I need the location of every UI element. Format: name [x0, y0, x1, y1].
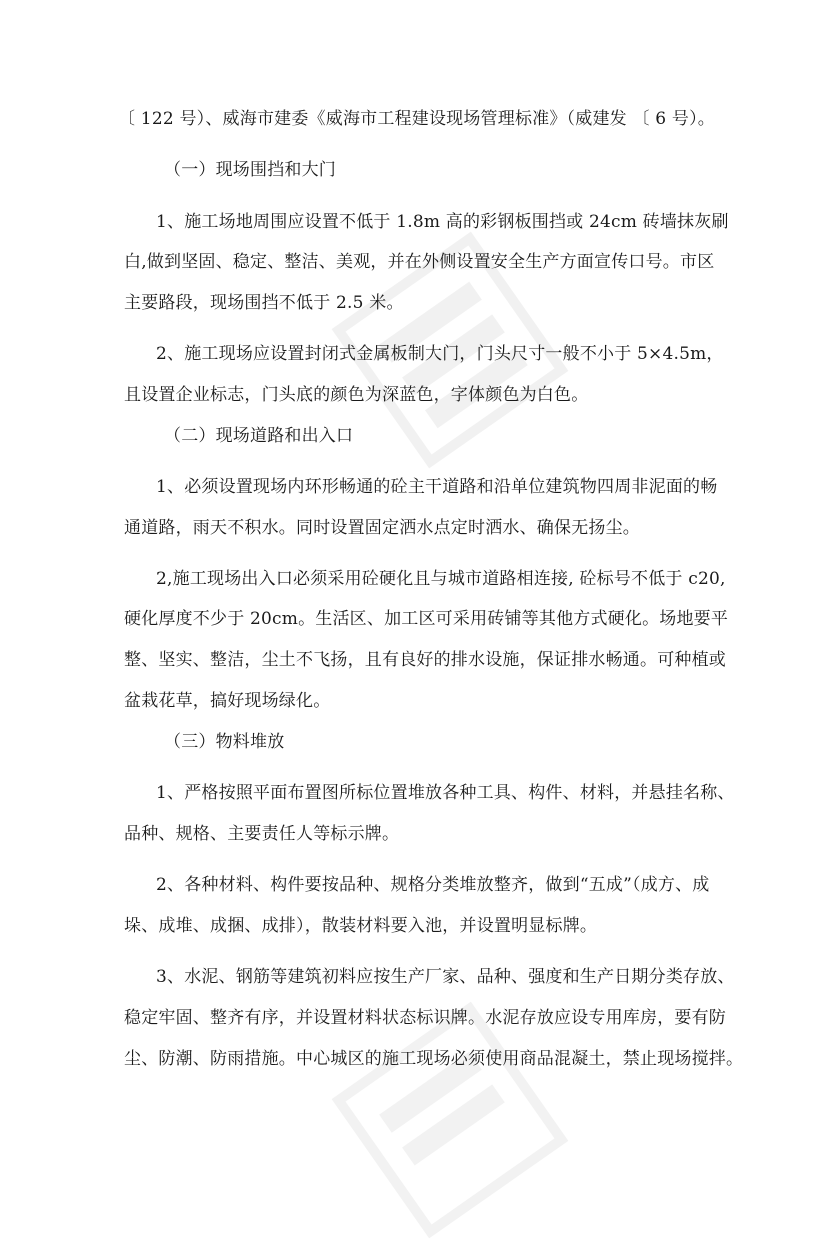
section-heading-material-stacking: （三）物料堆放: [164, 732, 285, 752]
paragraph-line: 硬化厚度不少于 20cm。生活区、加工区可采用砖铺等其他方式硬化。场地要平: [124, 609, 729, 629]
paragraph-line: 白,做到坚固、稳定、整洁、美观，并在外侧设置安全生产方面宣传口号。市区: [124, 252, 715, 272]
paragraph-line: 且设置企业标志，门头底的颜色为深蓝色，字体颜色为白色。: [124, 385, 589, 405]
paragraph-line: 盆栽花草，搞好现场绿化。: [124, 691, 331, 711]
paragraph-line: 2、施工现场应设置封闭式金属板制大门，门头尺寸一般不小于 5×4.5m，: [156, 344, 724, 364]
watermark-stamp-icon: [325, 995, 576, 1245]
paragraph-line: 通道路，雨天不积水。同时设置固定洒水点定时洒水、确保无扬尘。: [124, 518, 640, 538]
paragraph-line: 1、必须设置现场内环形畅通的砼主干道路和沿单位建筑物四周非泥面的畅: [156, 477, 718, 497]
paragraph-line: 1、施工场地周围应设置不低于 1.8m 高的彩钢板围挡或 24cm 砖墙抹灰刷: [156, 212, 729, 232]
section-heading-roads-entrance: （二）现场道路和出入口: [164, 426, 354, 446]
paragraph-line: 稳定牢固、整齐有序，并设置材料状态标识牌。水泥存放应设专用库房，要有防: [124, 1008, 726, 1028]
paragraph-line: 垛、成堆、成捆、成排），散装材料要入池，并设置明显标牌。: [124, 916, 598, 936]
paragraph-line: 品种、规格、主要责任人等标示牌。: [124, 824, 400, 844]
paragraph-line: 尘、防潮、防雨措施。中心城区的施工现场必须使用商品混凝土，禁止现场搅拌。: [124, 1049, 744, 1069]
paragraph-line: 主要路段，现场围挡不低于 2.5 米。: [124, 293, 404, 313]
paragraph-line: 〔 122 号）、威海市建委《威海市工程建设现场管理标准》（威建发 〔 6 号）。: [118, 109, 715, 129]
paragraph-line: 3、水泥、钢筋等建筑初料应按生产厂家、品种、强度和生产日期分类存放、: [156, 967, 735, 987]
paragraph-line: 1、严格按照平面布置图所标位置堆放各种工具、构件、材料，并悬挂名称、: [156, 783, 735, 803]
paragraph-line: 整、坚实、整洁，尘土不飞扬，且有良好的排水设施，保证排水畅通。可种植或: [124, 650, 726, 670]
section-heading-enclosure-gate: （一）现场围挡和大门: [164, 160, 336, 180]
paragraph-line: 2,施工现场出入口必须采用砼硬化且与城市道路相连接, 砼标号不低于 c20,: [156, 569, 726, 589]
paragraph-line: 2、各种材料、构件要按品种、规格分类堆放整齐，做到“五成”（成方、成: [156, 875, 710, 895]
